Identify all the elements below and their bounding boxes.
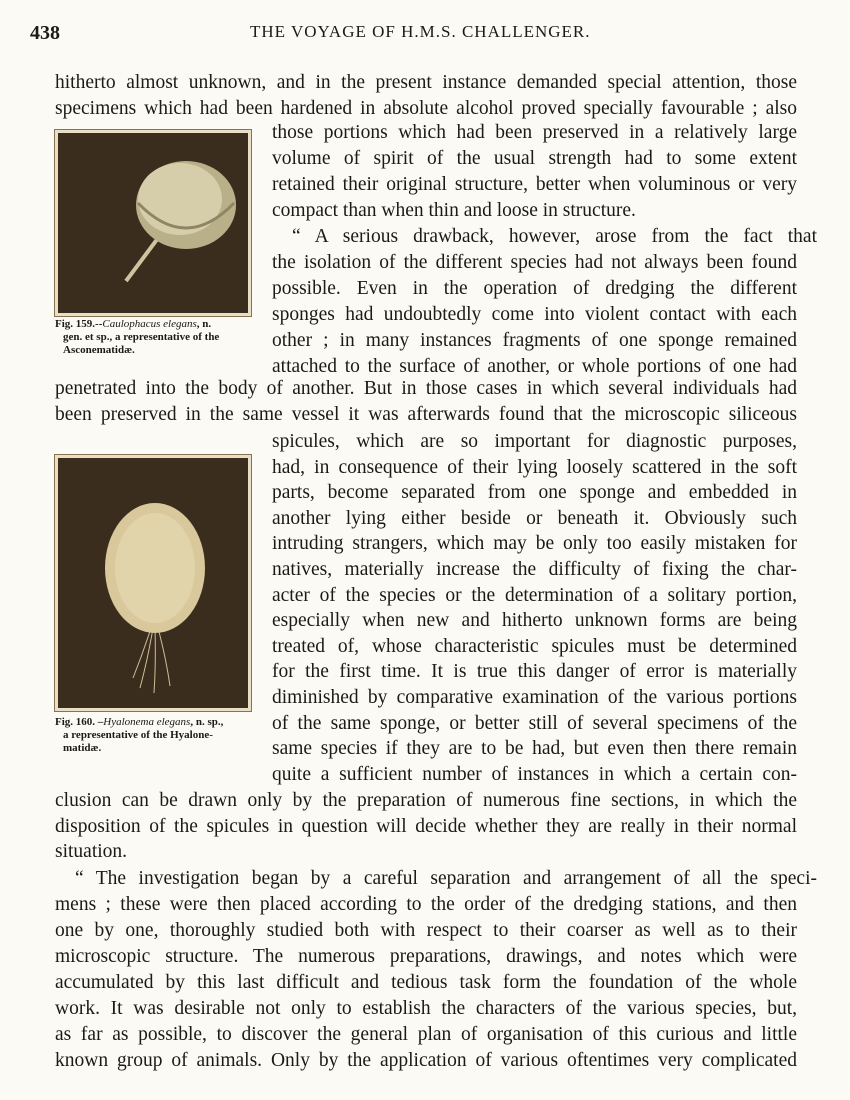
running-title: THE VOYAGE OF H.M.S. CHALLENGER. — [250, 22, 591, 41]
figure-159-caption: Fig. 159.--Caulophacus elegans, n. gen. et sp., a representative of the Asconematidæ. — [55, 318, 220, 356]
text-line: retained their original structure, better when voluminous or very — [272, 174, 797, 195]
text-line: accumulated by this last difficult and tedious task form the foundation of the whole — [55, 972, 797, 993]
text-line: acter of the species or the determination of a solitary portion, — [272, 584, 797, 606]
figure-160-caption: Fig. 160. –Hyalonema elegans, n. sp., a representative of the Hyalone- matidæ. — [55, 716, 224, 754]
text-line: situation. — [55, 841, 128, 862]
text-line: another lying either beside or beneath it. Obviously such — [272, 507, 797, 529]
text-line: especially when new and hitherto unknown forms are being — [272, 610, 797, 632]
text-line: attached to the surface of another, or whole portions of one had — [272, 356, 797, 377]
text-line: possible. Even in the operation of dredging the different — [272, 278, 797, 299]
text-line: sponges had undoubtedly come into violent contact with each — [272, 304, 797, 325]
text-line: spicules, which are so important for diagnostic purposes, — [272, 431, 797, 452]
text-line: one by one, thoroughly studied both with respect to their coarser as well as to their — [55, 920, 797, 941]
text-line: disposition of the spicules in question will decide whether they are really in their normal — [55, 815, 797, 837]
text-line: work. It was desirable not only to establish the characters of the various species, but, — [55, 998, 797, 1019]
text-line: intruding strangers, which may be only too easily mistaken for — [272, 533, 797, 555]
text-line: diminished by comparative examination of the various portions — [272, 687, 797, 708]
text-line: of the same sponge, or better still of several specimens of the — [272, 712, 797, 734]
text-line: “ A serious drawback, however, arose from the fact that — [292, 226, 817, 247]
page-number: 438 — [30, 22, 60, 44]
text-line: natives, materially increase the difficulty of fixing the char- — [272, 559, 797, 580]
text-line: specimens which had been hardened in absolute alcohol proved specially favourable ; also — [55, 97, 797, 119]
text-line: clusion can be drawn only by the preparation of numerous fine sections, in which the — [55, 790, 797, 811]
text-line: other ; in many instances fragments of one sponge remained — [272, 330, 797, 351]
text-line: had, in consequence of their lying loosely scattered in the soft — [272, 456, 797, 478]
text-line: volume of spirit of the usual strength had to some extent — [272, 148, 797, 169]
text-line: hitherto almost unknown, and in the present instance demanded special attention, those — [55, 72, 797, 93]
figure-160-image — [55, 455, 251, 711]
text-line: those portions which had been preserved in a relatively large — [272, 122, 797, 143]
text-line: as far as possible, to discover the general plan of organisation of this curious and little — [55, 1024, 797, 1045]
text-line: known group of animals. Only by the application of various oftentimes very complicated — [55, 1050, 797, 1071]
text-line: microscopic structure. The numerous preparations, drawings, and notes which were — [55, 946, 797, 967]
text-line: penetrated into the body of another. But in those cases in which several individuals had — [55, 378, 797, 399]
text-line: for the first time. It is true this danger of error is materially — [272, 661, 797, 683]
text-line: treated of, whose characteristic spicules must be determined — [272, 635, 797, 657]
text-line: mens ; these were then placed according to the order of the dredging stations, and then — [55, 894, 797, 915]
text-line: parts, become separated from one sponge and embedded in — [272, 482, 797, 504]
text-line: compact than when thin and loose in structure. — [272, 200, 636, 221]
text-line: been preserved in the same vessel it was afterwards found that the microscopic siliceous — [55, 404, 797, 425]
text-line: quite a sufficient number of instances in which a certain con- — [272, 763, 797, 785]
text-line: “ The investigation began by a careful separation and arrangement of all the speci- — [75, 868, 817, 889]
text-line: the isolation of the different species had not always been found — [272, 252, 797, 273]
text-line: same species if they are to be had, but even then there remain — [272, 738, 797, 760]
figure-159-image — [55, 130, 251, 316]
